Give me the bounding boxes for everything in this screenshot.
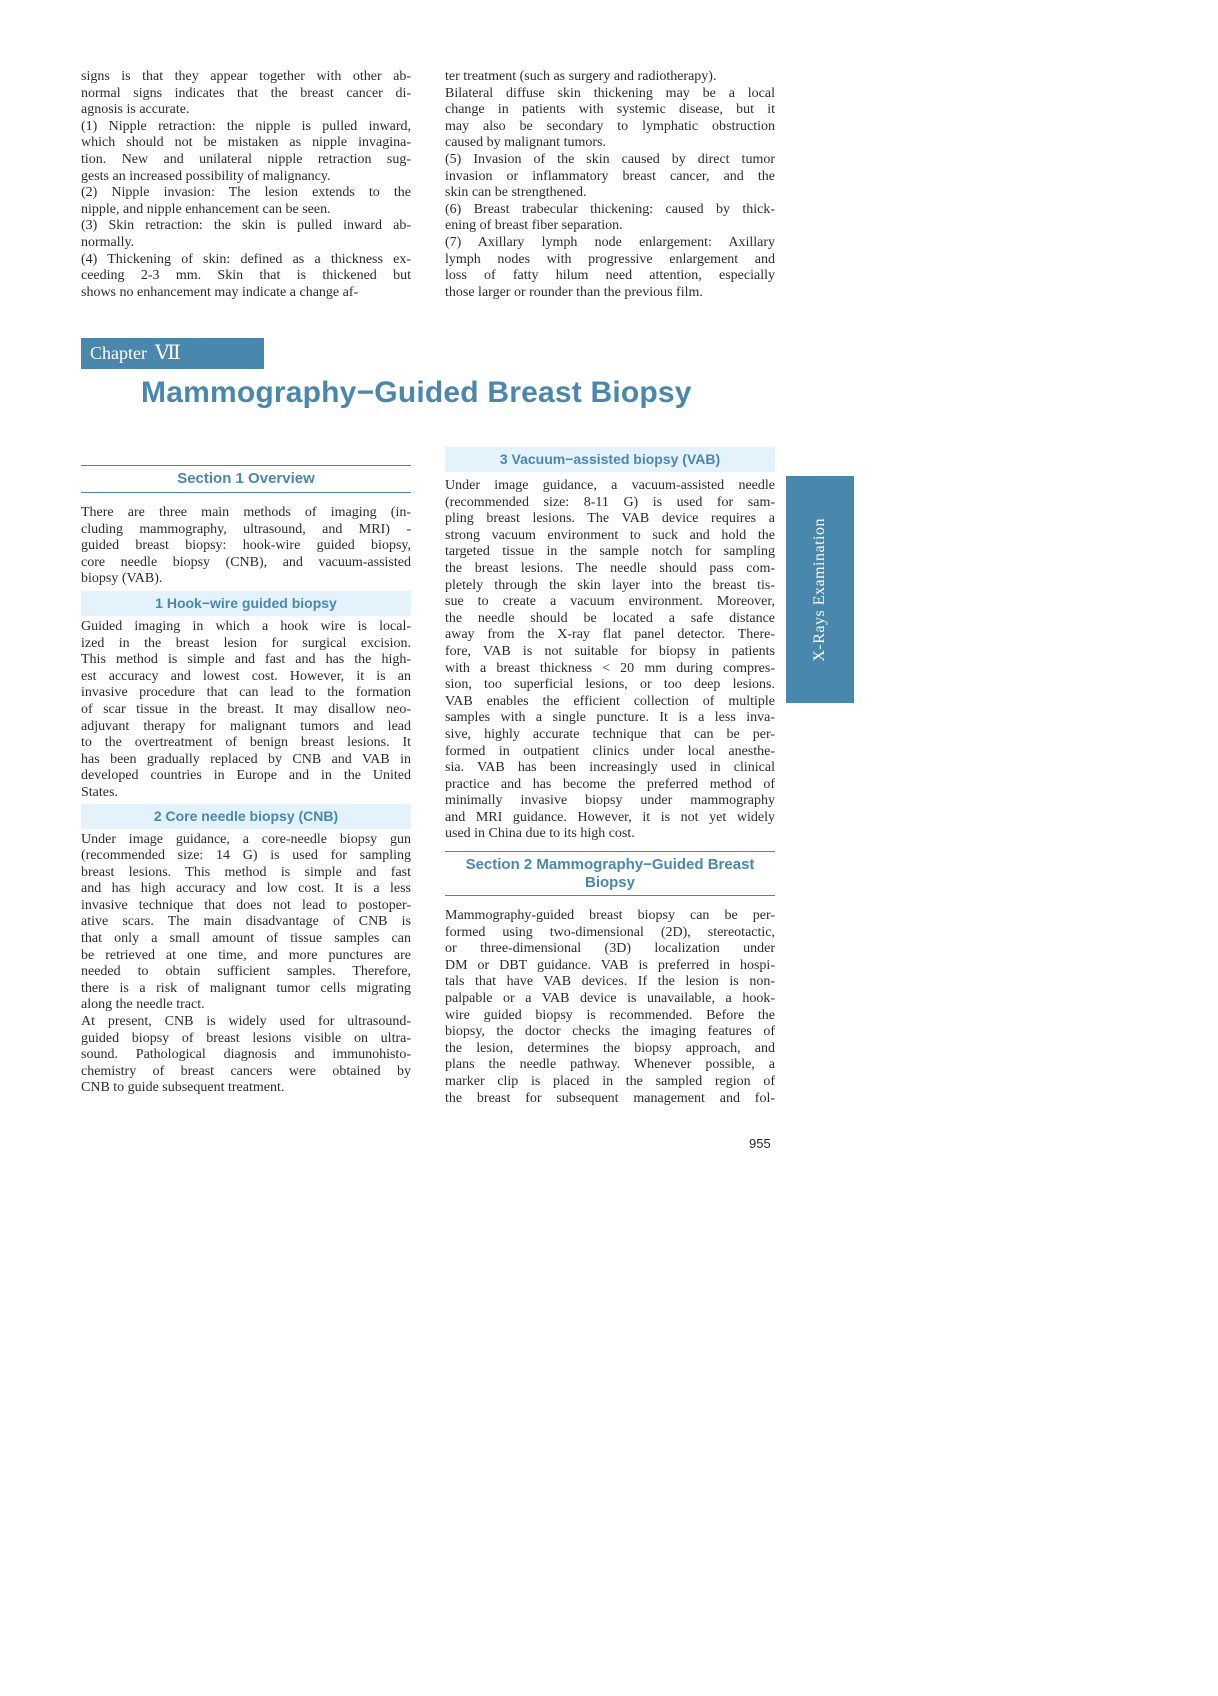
text-line: sion, too superficial lesions, or too deep lesions. [445, 677, 775, 693]
text-line: DM or DBT guidance. VAB is preferred in hospi- [445, 957, 775, 973]
text-line: targeted tissue in the sample notch for sampling [445, 544, 775, 560]
section-1-intro [81, 505, 411, 588]
text-line: that only a small amount of tissue samples can [81, 931, 411, 947]
section-2-heading-line1: Section 2 Mammography−Guided Breast [465, 856, 755, 874]
section-1-heading [81, 465, 411, 493]
text-line: developed countries in Europe and in the United [81, 768, 411, 784]
text-line: fore, VAB is not suitable for biopsy in patients [445, 643, 775, 659]
text-line: those larger or rounder than the previous film. [445, 284, 703, 300]
text-line: wire guided biopsy is recommended. Before the [445, 1007, 775, 1023]
section-2-heading [445, 851, 775, 896]
top-left-text [81, 69, 411, 301]
section-2-heading-line2: Biopsy [584, 874, 635, 892]
text-line: invasive technique that does not lead to postoper- [81, 897, 411, 913]
text-line: invasion or inflammatory breast cancer, and the [445, 168, 775, 184]
text-line: (recommended size: 14 G) is used for sampling [81, 848, 411, 864]
text-line: Guided imaging in which a hook wire is local- [81, 618, 411, 634]
text-line: and has high accuracy and low cost. It is a less [81, 881, 411, 897]
text-line: pletely through the skin layer into the breast tis- [445, 577, 775, 593]
text-line: ening of breast fiber separation. [445, 218, 623, 234]
section-1-heading-text: Section 1 Overview [177, 470, 315, 487]
text-line: There are three main methods of imaging (in- [81, 505, 411, 520]
text-line: Under image guidance, a core-needle biopsy gun [81, 831, 411, 847]
text-line: guided breast biopsy: hook-wire guided biopsy, [81, 538, 411, 554]
text-line: (recommended size: 8-11 G) is used for sam- [445, 494, 775, 510]
top-left-column [81, 69, 411, 301]
text-line: ative scars. The main disadvantage of CNB is [81, 914, 411, 930]
text-line: (7) Axillary lymph node enlargement: Axillary [445, 234, 775, 250]
text-line: cluding mammography, ultrasound, and MRI) - [81, 521, 411, 537]
side-tab-label: X-Rays Examination [811, 517, 828, 662]
text-line: which should not be mistaken as nipple invagina- [81, 135, 411, 151]
text-line: (5) Invasion of the skin caused by direct tumor [445, 151, 775, 167]
text-line: ceeding 2-3 mm. Skin that is thickened but [81, 268, 411, 284]
top-right-column [445, 69, 775, 301]
vab-heading: 3 Vacuum−assisted biopsy (VAB) [445, 447, 775, 472]
text-line: ized in the breast lesion for surgical excision. [81, 635, 411, 651]
text-line: At present, CNB is widely used for ultrasound- [81, 1014, 411, 1030]
text-line: biopsy, the doctor checks the imaging features of [445, 1024, 775, 1040]
text-line: formed in outpatient clinics under local anesthe- [445, 743, 775, 759]
text-line: loss of fatty hilum need attention, especially [445, 268, 775, 284]
text-line: lymph nodes with progressive enlargement and [445, 251, 775, 267]
text-line: (2) Nipple invasion: The lesion extends to the [81, 185, 411, 201]
text-line: used in China due to its high cost. [445, 826, 635, 842]
text-line: with a breast thickness < 20 mm during compres- [445, 660, 775, 676]
text-line: chemistry of breast cancers were obtained by [81, 1063, 411, 1079]
text-line: ter treatment (such as surgery and radiotherapy). [445, 69, 717, 84]
text-line: plans the needle pathway. Whenever possible, a [445, 1057, 775, 1073]
text-line: agnosis is accurate. [81, 102, 190, 118]
text-line: may also be secondary to lymphatic obstruction [445, 118, 775, 134]
chapter-word: Chapter [90, 343, 147, 363]
text-line: along the needle tract. [81, 997, 205, 1013]
vab-text [445, 478, 775, 843]
text-line: marker clip is placed in the sampled region of [445, 1074, 775, 1089]
text-line: signs is that they appear together with other ab- [81, 69, 411, 84]
text-line: and MRI guidance. However, it is not yet widely [445, 809, 775, 825]
text-line: breast lesions. This method is simple and fast [81, 864, 411, 880]
text-line: the lesion, determines the biopsy approach, and [445, 1040, 775, 1056]
text-line: States. [81, 784, 118, 800]
text-line: has been gradually replaced by CNB and VAB in [81, 751, 411, 767]
text-line: the breast lesions. The needle should pass com- [445, 560, 775, 576]
text-line: (4) Thickening of skin: defined as a thickness ex- [81, 251, 411, 267]
text-line: be retrieved at one time, and more punctures are [81, 947, 411, 963]
text-line: normally. [81, 234, 135, 250]
text-line: normal signs indicates that the breast cancer di- [81, 85, 411, 101]
text-line: Under image guidance, a vacuum-assisted needle [445, 478, 775, 493]
page-number: 955 [749, 1136, 771, 1151]
chapter-label [81, 338, 264, 369]
text-line: needed to obtain sufficient samples. Therefore, [81, 964, 411, 980]
text-line: Bilateral diffuse skin thickening may be a local [445, 85, 775, 101]
text-line: samples with a single puncture. It is a less inva- [445, 710, 775, 726]
text-line: to the overtreatment of benign breast lesions. It [81, 735, 411, 751]
cnb-heading: 2 Core needle biopsy (CNB) [81, 804, 411, 829]
section-2-text [445, 908, 775, 1107]
right-main-column [445, 447, 775, 1107]
text-line: or three-dimensional (3D) localization under [445, 941, 775, 957]
text-line: (1) Nipple retraction: the nipple is pulled inward, [81, 118, 411, 134]
text-line: est accuracy and lowest cost. However, it is an [81, 668, 411, 684]
text-line: nipple, and nipple enhancement can be seen. [81, 201, 331, 217]
text-line: away from the X-ray flat panel detector. There- [445, 627, 775, 643]
text-line: core needle biopsy (CNB), and vacuum-assisted [81, 554, 411, 570]
text-line: invasive procedure that can lead to the formation [81, 685, 411, 701]
text-line: gests an increased possibility of malignancy. [81, 168, 331, 184]
text-line: CNB to guide subsequent treatment. [81, 1080, 285, 1096]
side-tab [786, 476, 854, 703]
top-right-text [445, 69, 775, 301]
text-line: sue to create a vacuum environment. Moreover, [445, 594, 775, 610]
text-line: (3) Skin retraction: the skin is pulled inward ab- [81, 218, 411, 234]
text-line: formed using two-dimensional (2D), stereotactic, [445, 924, 775, 940]
text-line: minimally invasive biopsy under mammography [445, 793, 775, 809]
text-line: sive, highly accurate technique that can be per- [445, 726, 775, 742]
cnb-text [81, 832, 411, 1098]
chapter-title: Mammography−Guided Breast Biopsy [141, 376, 692, 409]
text-line: guided biopsy of breast lesions visible on ultra- [81, 1030, 411, 1046]
text-line: caused by malignant tumors. [445, 135, 606, 151]
text-line: change in patients with systemic disease, but it [445, 102, 775, 118]
text-line: there is a risk of malignant tumor cells migrating [81, 980, 411, 996]
chapter-number: Ⅶ [154, 342, 181, 364]
text-line: practice and has become the preferred method of [445, 776, 775, 792]
text-line: the breast for subsequent management and fol- [445, 1090, 775, 1106]
text-line: sia. VAB has been increasingly used in clinical [445, 760, 775, 776]
text-line: strong vacuum environment to suck and hold the [445, 527, 775, 543]
hook-wire-text [81, 619, 411, 802]
text-line: of scar tissue in the breast. It may disallow neo- [81, 701, 411, 717]
text-line: VAB enables the efficient collection of multiple [445, 693, 775, 709]
left-main-column [81, 465, 411, 1097]
text-line: skin can be strengthened. [445, 185, 587, 201]
text-line: shows no enhancement may indicate a change af- [81, 284, 359, 300]
text-line: Mammography-guided breast biopsy can be per- [445, 908, 775, 924]
text-line: palpable or a VAB device is unavailable, a hook- [445, 991, 775, 1007]
text-line: pling breast lesions. The VAB device requires a [445, 511, 775, 527]
text-line: biopsy (VAB). [81, 571, 163, 587]
text-line: tals that have VAB devices. If the lesion is non- [445, 974, 775, 990]
text-line: sound. Pathological diagnosis and immunohisto- [81, 1047, 411, 1063]
text-line: This method is simple and fast and has the high- [81, 652, 411, 668]
text-line: (6) Breast trabecular thickening: caused by thick- [445, 201, 775, 217]
hook-wire-heading: 1 Hook−wire guided biopsy [81, 591, 411, 616]
text-line: the needle should be located a safe distance [445, 610, 775, 626]
text-line: adjuvant therapy for malignant tumors and lead [81, 718, 411, 734]
text-line: tion. New and unilateral nipple retraction sug- [81, 151, 411, 167]
